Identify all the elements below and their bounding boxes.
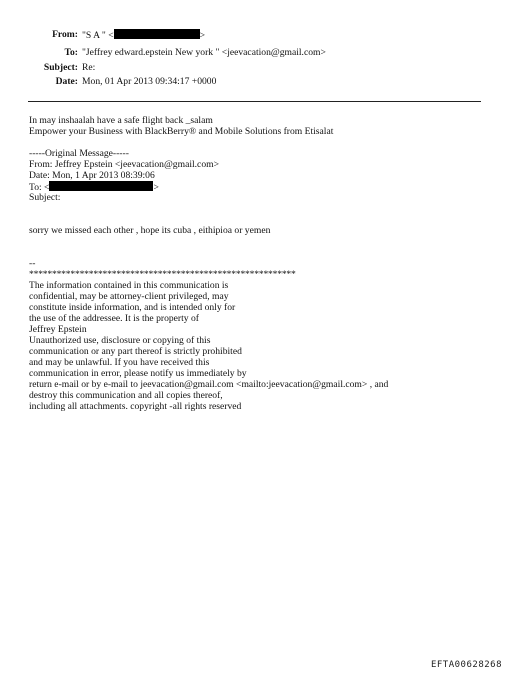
original-message: sorry we missed each other , hope its cuba , eithipioa or yemen: [29, 225, 271, 236]
disclaimer-line: the use of the addressee. It is the property of: [29, 313, 199, 324]
original-to-suffix: >: [153, 182, 159, 193]
disclaimer-line: including all attachments. copyright -all rights reserved: [29, 401, 242, 412]
disclaimer-line: communication in error, please notify us immediately by: [29, 368, 247, 379]
disclaimer-line: and may be unlawful. If you have received this: [29, 357, 210, 368]
date-value: Mon, 01 Apr 2013 09:34:17 +0000: [82, 76, 217, 87]
disclaimer-line: The information contained in this communication is: [29, 280, 229, 291]
disclaimer-line: confidential, may be attorney-client privileged, may: [29, 291, 229, 302]
to-label: To:: [64, 47, 78, 58]
original-date: Date: Mon, 1 Apr 2013 08:39:06: [29, 170, 155, 181]
from-close: >: [199, 30, 206, 41]
signature-stars: **********************************************************: [29, 269, 296, 280]
original-divider: -----Original Message-----: [29, 148, 129, 159]
email-body: [29, 115, 469, 412]
bates-number: EFTA00628268: [430, 660, 502, 670]
from-label: From:: [52, 29, 78, 40]
reply-line: In may inshaalah have a safe flight back _salam: [29, 115, 213, 126]
subject-value: Re:: [82, 62, 96, 73]
original-to: [29, 181, 469, 192]
to-value: "Jeffrey edward.epstein New york " <jeevacation@gmail.com>: [82, 47, 326, 58]
disclaimer-line: communication or any part thereof is strictly prohibited: [29, 346, 242, 357]
header-divider: [28, 101, 481, 102]
disclaimer-line: Jeffrey Epstein: [29, 324, 87, 335]
redaction-box: [114, 29, 200, 39]
signature-dashes: --: [29, 258, 36, 269]
original-from: From: Jeffrey Epstein <jeevacation@gmail.com>: [29, 159, 219, 170]
disclaimer-line: destroy this communication and all copies thereof,: [29, 390, 223, 401]
original-to-prefix: To: <: [29, 182, 50, 193]
from-value: [82, 29, 205, 42]
subject-label: Subject:: [43, 62, 78, 73]
redaction-box: [49, 181, 153, 191]
date-label: Date:: [55, 76, 78, 87]
disclaimer-line: constitute inside information, and is intended only for: [29, 302, 236, 313]
original-subject: Subject:: [29, 192, 61, 203]
disclaimer-line: Unauthorized use, disclosure or copying of this: [29, 335, 211, 346]
reply-signature: Empower your Business with BlackBerry® and Mobile Solutions from Etisalat: [29, 126, 334, 137]
from-name: "S A " <: [82, 30, 114, 41]
disclaimer-line: return e-mail or by e-mail to jeevacation@gmail.com <mailto:jeevacation@gmail.com> , and: [29, 379, 389, 390]
